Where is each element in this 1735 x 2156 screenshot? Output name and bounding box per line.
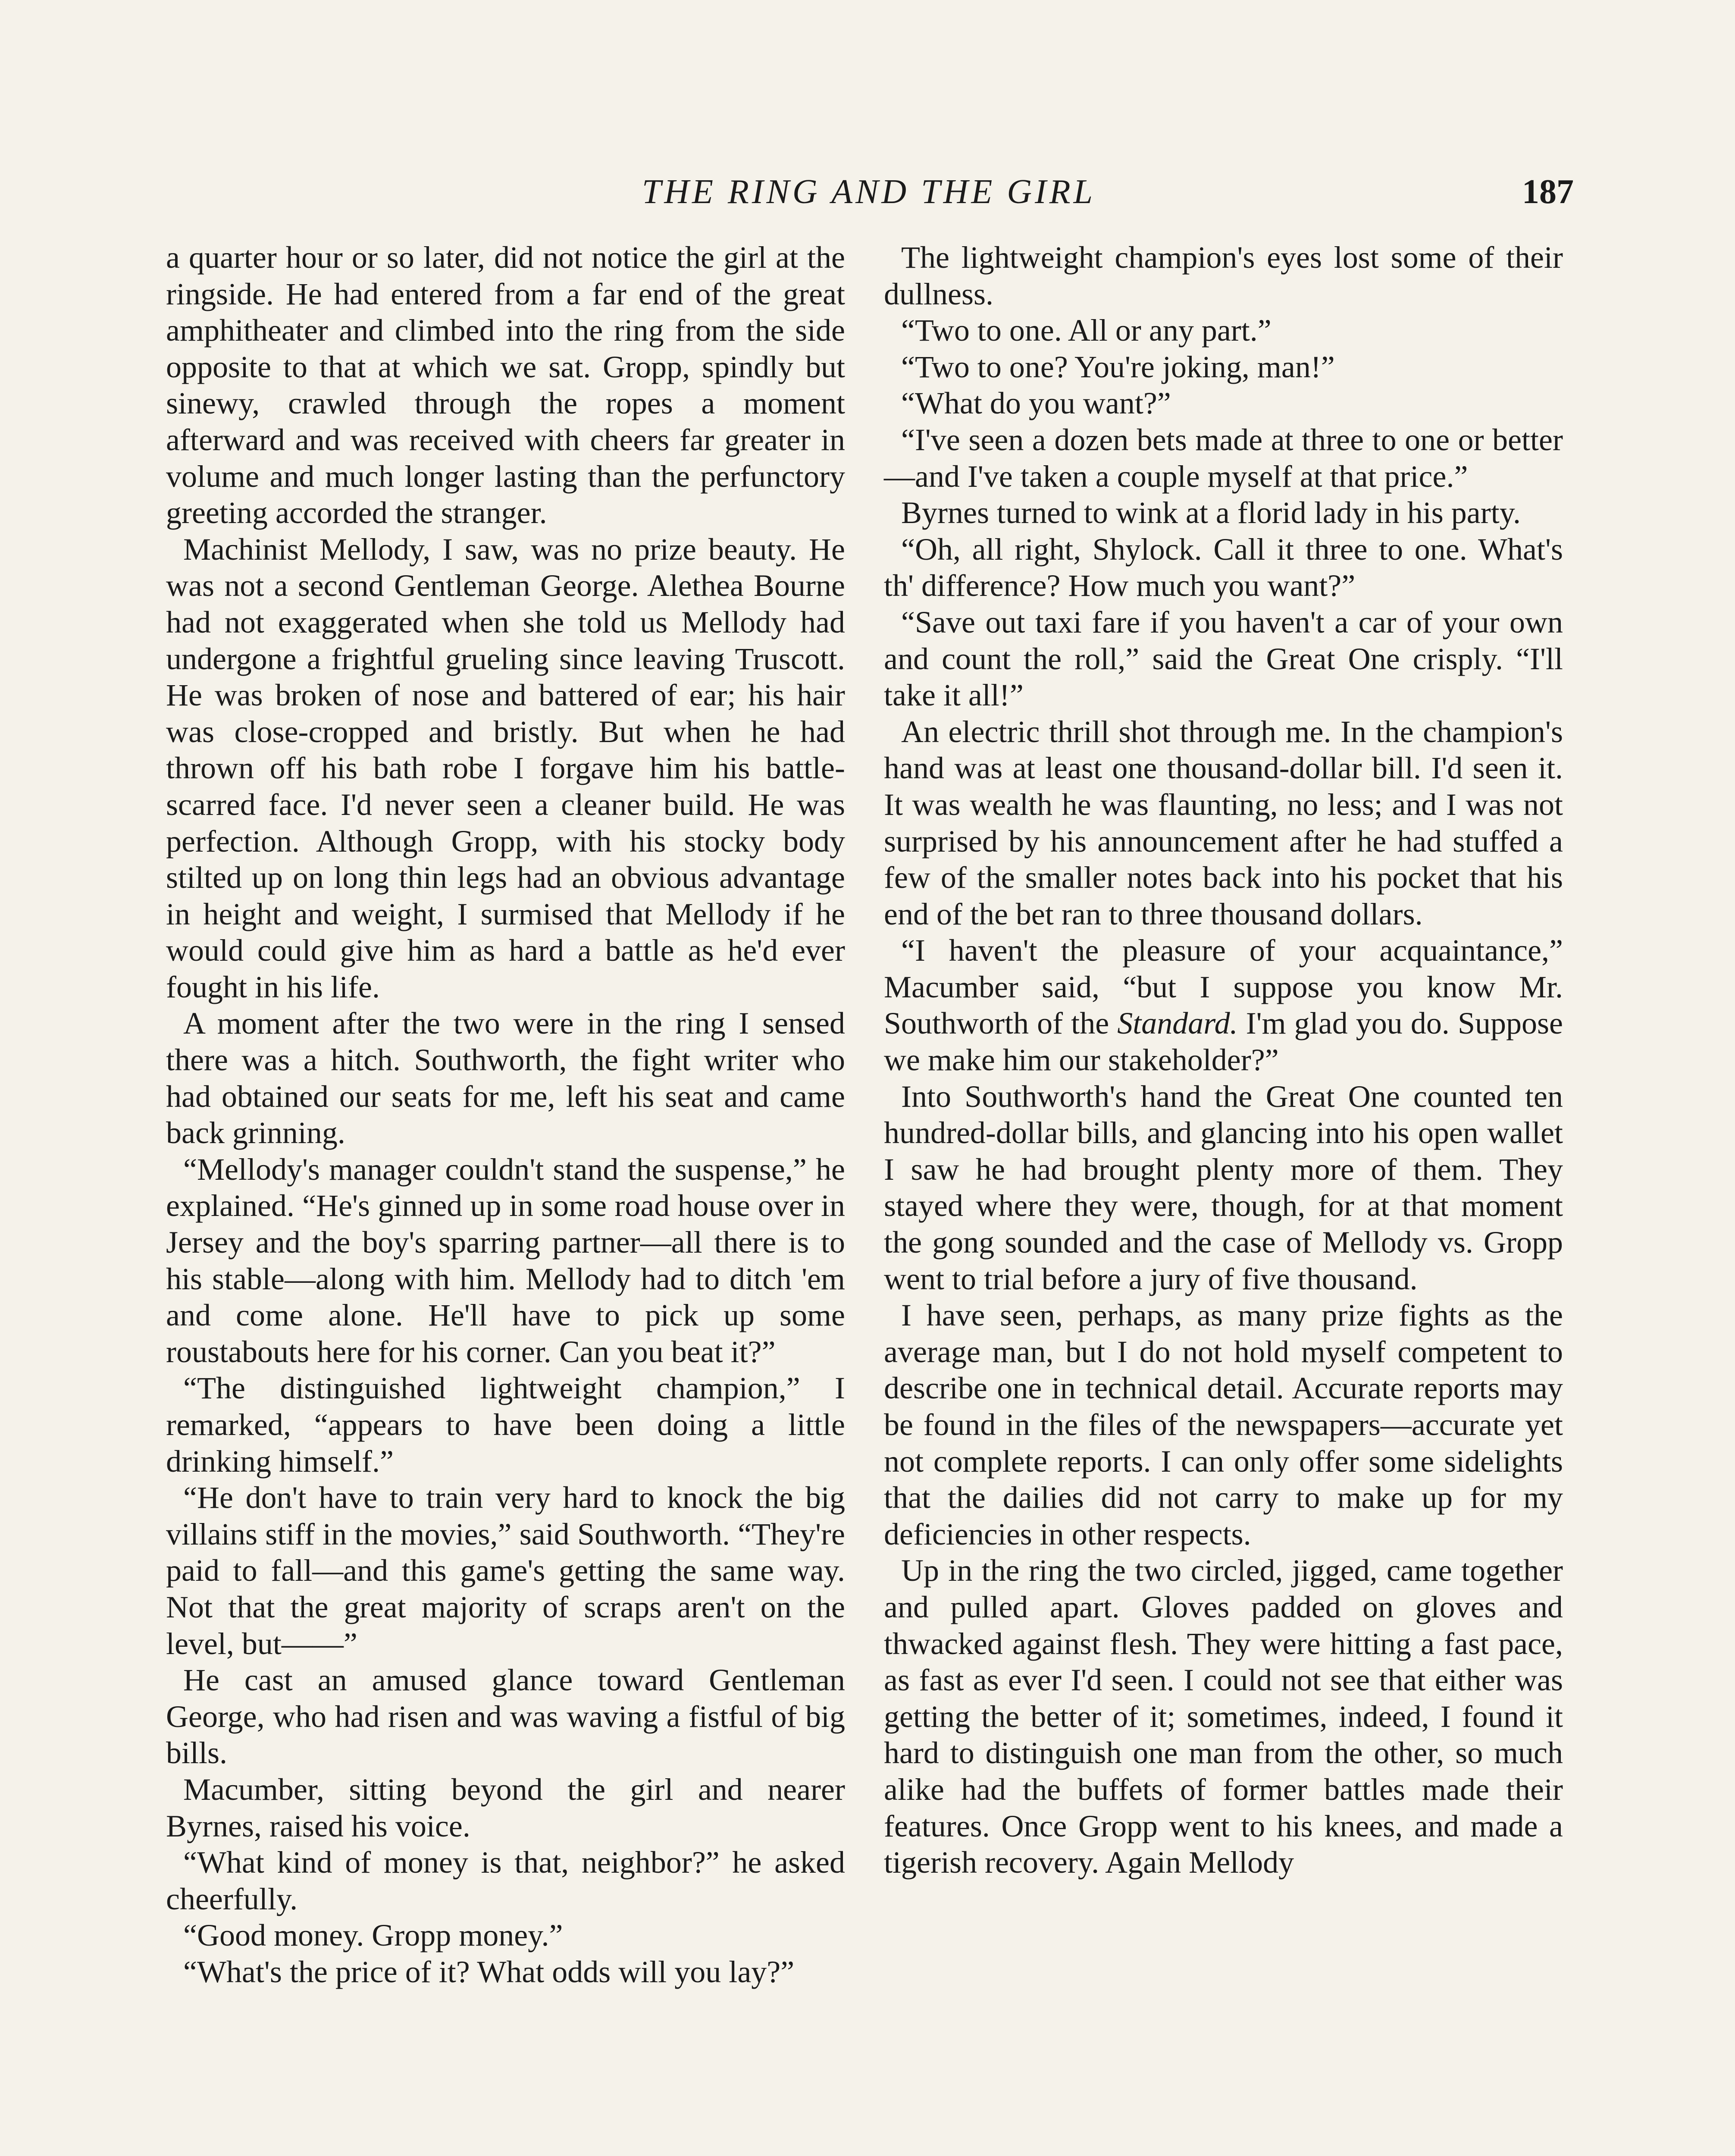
paragraph: He cast an amused glance toward Gentleman George, who had risen and was waving a fistful of big bills. [166, 1663, 845, 1771]
paragraph: The lightweight champion's eyes lost some of their dullness. [884, 240, 1563, 311]
paragraph: “Two to one. All or any part.” [901, 313, 1271, 348]
running-title: THE RING AND THE GIRL [642, 173, 1096, 211]
text-run: “I haven't the pleasure of your acquaintance,” Macumber said, “but I suppose you know Mr. Southworth of the [884, 933, 1563, 1041]
paragraph: “Two to one? You're joking, man!” [901, 349, 1335, 384]
page-header [164, 166, 1574, 218]
paragraph: “Good money. Gropp money.” [183, 1918, 563, 1953]
paragraph: “He don't have to train very hard to knock the big villains stiff in the movies,” said Southworth. “They're paid to fall—and this game's getting the same way. Not that the great majority of scraps aren't on the level, but——” [166, 1480, 845, 1661]
paragraph: Macumber, sitting beyond the girl and nearer Byrnes, raised his voice. [166, 1772, 845, 1843]
paragraph: Machinist Mellody, I saw, was no prize beauty. He was not a second Gentleman George. Alethea Bourne had not exaggerated when she told us Mellody had undergone a frightful grueling since leaving Truscott. He was broken of nose and battered of ear; his hair was close-cropped and bristly. But when he had thrown off his bath robe I forgave him his battle-scarred face. I'd never seen a cleaner build. He was perfection. Although Gropp, with his stocky body stilted up on long thin legs had an obvious advantage in height and weight, I surmised that Mellody if he would could give him as hard a battle as he'd ever fought in his life. [166, 532, 845, 1004]
page-number: 187 [1522, 173, 1574, 211]
left-column [166, 239, 845, 1990]
paragraph: Byrnes turned to wink at a florid lady in his party. [901, 495, 1521, 530]
paragraph: “I've seen a dozen bets made at three to one or better—and I've taken a couple myself at that price.” [884, 422, 1563, 494]
paragraph: Into Southworth's hand the Great One counted ten hundred-dollar bills, and glancing into his open wallet I saw he had brought plenty more of them. They stayed where they were, though, for at that moment the gong sounded and the case of Mellody vs. Gropp went to trial before a jury of five thousand. [884, 1079, 1563, 1296]
paragraph: “What do you want?” [901, 386, 1171, 421]
paragraph: “What's the price of it? What odds will you lay?” [183, 1954, 795, 1989]
paragraph: “Oh, all right, Shylock. Call it three to one. What's th' difference? How much you want?” [884, 532, 1563, 603]
paragraph: A moment after the two were in the ring I sensed there was a hitch. Southworth, the fight writer who had obtained our seats for me, left his seat and came back grinning. [166, 1006, 845, 1150]
paragraph: “What kind of money is that, neighbor?” he asked cheerfully. [166, 1845, 845, 1916]
paragraph-standard [884, 932, 1563, 1078]
paragraph: I have seen, perhaps, as many prize fights as the average man, but I do not hold myself competent to describe one in technical detail. Accurate reports may be found in the files of the newspapers—accurate yet not complete reports. I can only offer some sidelights that the dailies did not carry to make up for my deficiencies in other respects. [884, 1298, 1563, 1551]
newspaper-name: Standard. [1117, 1006, 1238, 1041]
right-column [884, 239, 1563, 1881]
paragraph: “Save out taxi fare if you haven't a car of your own and count the roll,” said the Great One crisply. “I'll take it all!” [884, 605, 1563, 713]
paragraph: Up in the ring the two circled, jigged, came together and pulled apart. Gloves padded on gloves and thwacked against flesh. They were hitting a fast pace, as fast as ever I'd seen. I could not see that either was getting the better of it; sometimes, indeed, I found it hard to distinguish one man from the other, so much alike had the buffets of former battles made their features. Once Gropp went to his knees, and made a tigerish recovery. Again Mellody [884, 1553, 1563, 1880]
paragraph: An electric thrill shot through me. In the champion's hand was at least one thousand-dollar bill. I'd seen it. It was wealth he was flaunting, no less; and I was not surprised by his announcement after he had stuffed a few of the smaller notes back into his pocket that his end of the bet ran to three thousand dollars. [884, 714, 1563, 931]
paragraph: a quarter hour or so later, did not notice the girl at the ringside. He had entered from a far end of the great amphitheater and climbed into the ring from the side opposite to that at which we sat. Gropp, spindly but sinewy, crawled through the ropes a moment afterward and was received with cheers far greater in volume and much longer lasting than the perfunctory greeting accorded the stranger. [166, 240, 845, 530]
paragraph: “The distinguished lightweight champion,” I remarked, “appears to have been doing a little drinking himself.” [166, 1371, 845, 1479]
text-run: I'm glad you do. Suppose we make him our stakeholder?” [884, 1006, 1563, 1078]
paragraph: “Mellody's manager couldn't stand the suspense,” he explained. “He's ginned up in some road house over in Jersey and the boy's sparring partner—all there is to his stable—along with him. Mellody had to ditch 'em and come alone. He'll have to pick up some roustabouts here for his corner. Can you beat it?” [166, 1152, 845, 1369]
